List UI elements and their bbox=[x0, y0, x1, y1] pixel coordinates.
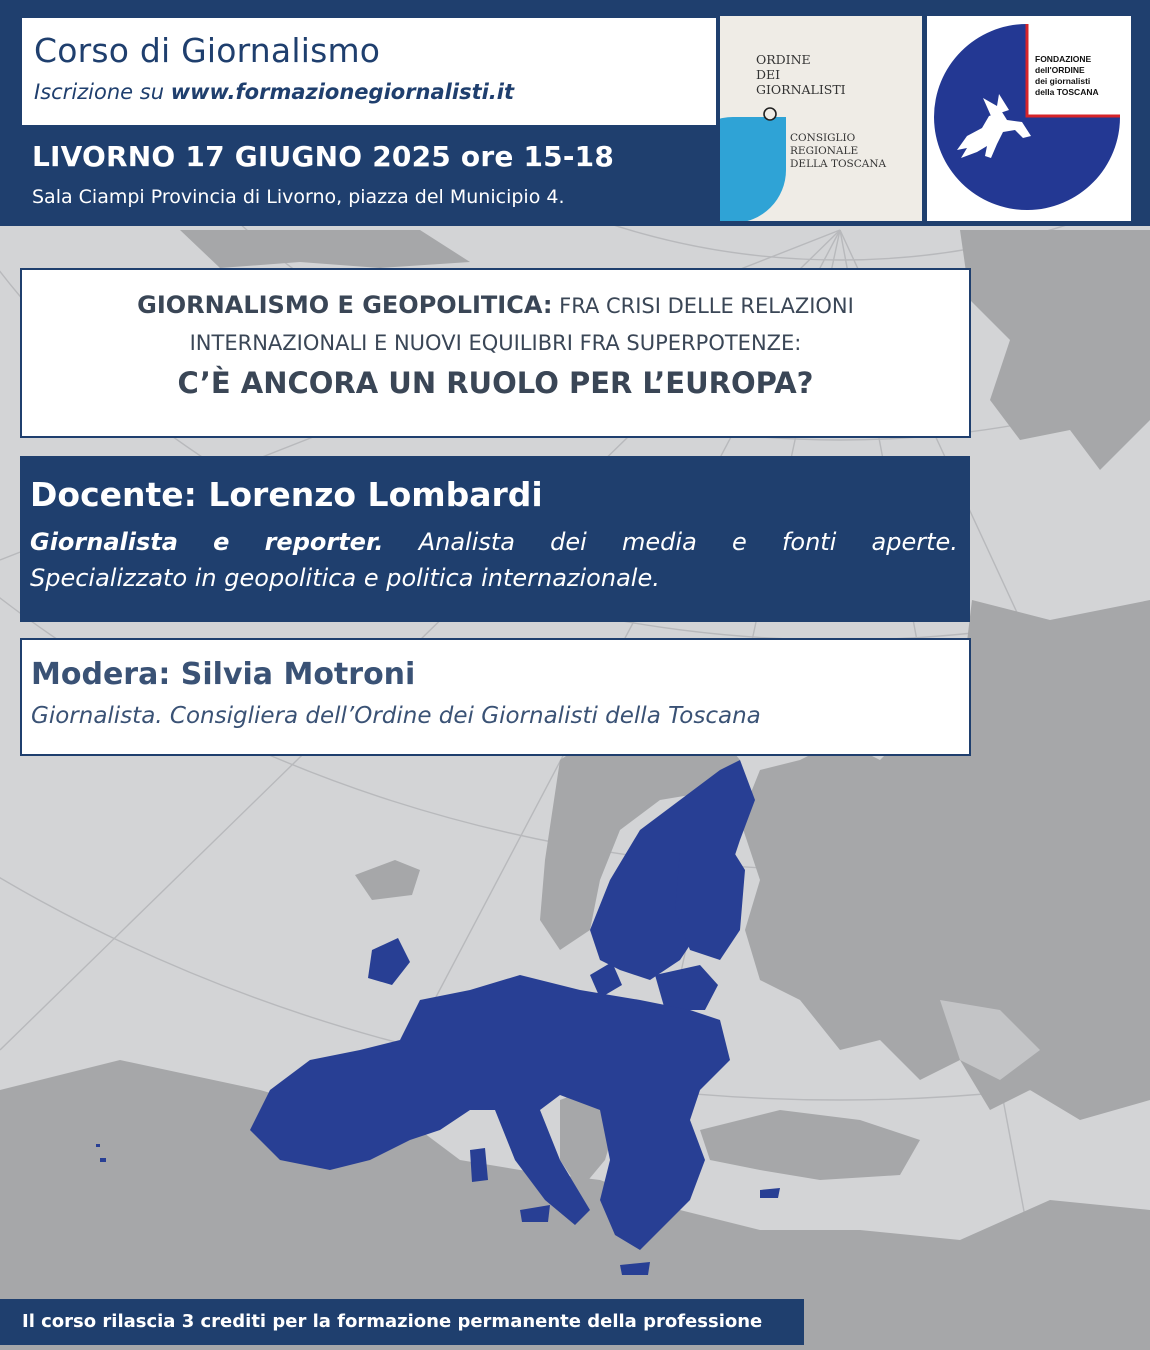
topic-box bbox=[20, 268, 971, 438]
signup-line bbox=[34, 76, 704, 108]
moderator-name: Modera: Silvia Motroni bbox=[31, 657, 416, 692]
docente-word: media bbox=[622, 528, 697, 556]
docente-box bbox=[20, 456, 970, 622]
docente-desc-line-2: Specializzato in geopolitica e politica internazionale. bbox=[30, 564, 660, 592]
docente-word: fonti bbox=[781, 528, 837, 556]
topic-question: C’È ANCORA UN RUOLO PER L’EUROPA? bbox=[177, 366, 814, 400]
ordine-giornalisti-logo bbox=[720, 16, 922, 221]
ordine-logo-graphic bbox=[720, 16, 922, 221]
docente-desc-line-1 bbox=[30, 524, 958, 560]
signup-url[interactable]: www.formazionegiornalisti.it bbox=[170, 80, 515, 104]
fondazione-line-2: dell'ORDINE bbox=[1035, 65, 1085, 75]
topic-lead: GIORNALISMO E GEOPOLITICA: bbox=[137, 291, 553, 319]
docente-description bbox=[30, 524, 958, 596]
ordine-line-4: CONSIGLIO REGIONALE bbox=[790, 132, 859, 157]
docente-word: reporter. bbox=[264, 528, 384, 556]
moderator-description: Giornalista. Consigliera dell’Ordine dei Giornalisti della Toscana bbox=[31, 703, 761, 729]
fondazione-logo bbox=[927, 16, 1131, 221]
docente-name: Docente: Lorenzo Lombardi bbox=[30, 475, 543, 514]
course-title: Corso di Giornalismo bbox=[34, 31, 381, 70]
fondazione-logo-text bbox=[1035, 54, 1099, 98]
ordine-logo-bottom-text bbox=[790, 132, 922, 171]
ordine-line-5: DELLA TOSCANA bbox=[790, 158, 887, 170]
docente-word: aperte. bbox=[871, 528, 958, 556]
moderator-box bbox=[20, 638, 971, 756]
ordine-line-3: GIORNALISTI bbox=[756, 82, 846, 97]
signup-prefix: Iscrizione su bbox=[34, 80, 171, 104]
docente-word: e bbox=[731, 528, 747, 556]
topic-line-2: INTERNAZIONALI E NUOVI EQUILIBRI FRA SUPERPOTENZE: bbox=[189, 331, 802, 355]
docente-word: e bbox=[213, 528, 230, 556]
fondazione-line-1: FONDAZIONE bbox=[1035, 54, 1092, 64]
topic-lead-rest: FRA CRISI DELLE RELAZIONI bbox=[552, 294, 854, 318]
docente-word: Giornalista bbox=[30, 528, 178, 556]
fondazione-line-3: dei giornalisti bbox=[1035, 76, 1091, 86]
event-venue: Sala Ciampi Provincia di Livorno, piazza del Municipio 4. bbox=[32, 186, 565, 208]
ordine-logo-top-text bbox=[756, 52, 846, 97]
docente-word: dei bbox=[550, 528, 587, 556]
credits-bar: Il corso rilascia 3 crediti per la formazione permanente della professione bbox=[0, 1299, 804, 1345]
fondazione-line-4: della TOSCANA bbox=[1035, 87, 1099, 97]
event-date-time: LIVORNO 17 GIUGNO 2025 ore 15-18 bbox=[32, 140, 615, 173]
topic-line-1 bbox=[22, 286, 969, 325]
docente-word: Analista bbox=[418, 528, 515, 556]
ordine-line-1: ORDINE bbox=[756, 52, 811, 67]
ordine-line-2: DEI bbox=[756, 67, 781, 82]
course-title-box bbox=[22, 18, 716, 125]
fondazione-logo-graphic bbox=[927, 16, 1131, 221]
